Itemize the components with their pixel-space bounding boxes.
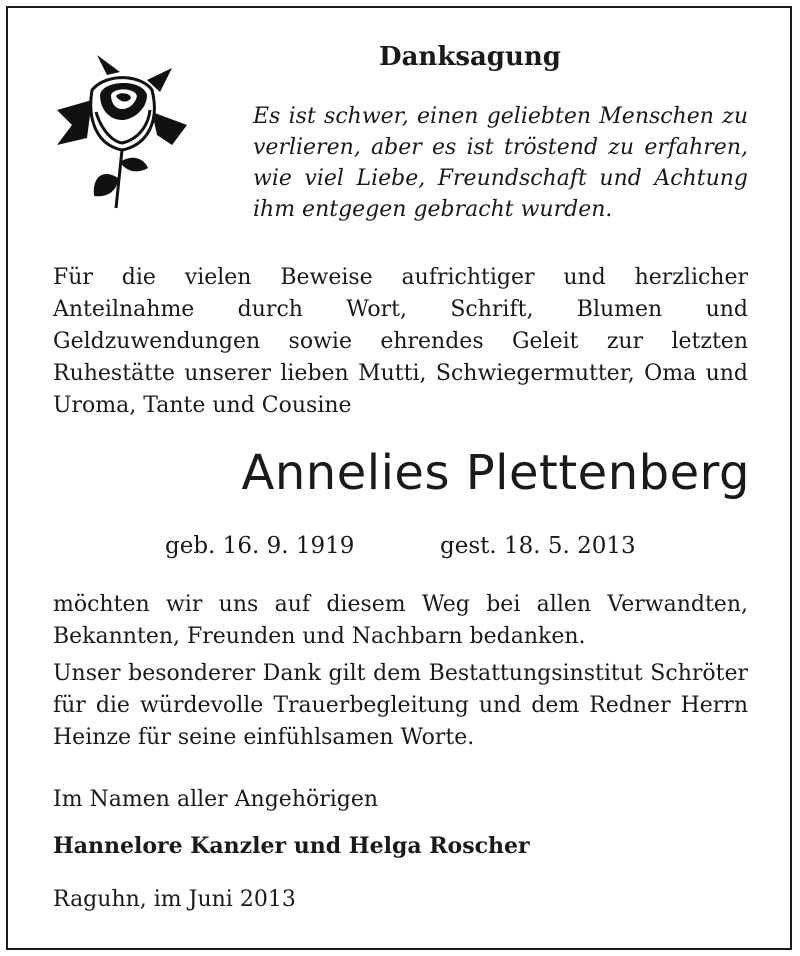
quote-text: Es ist schwer, einen geliebten Menschen zu verlieren, aber es ist tröstend zu erfahren, wie viel Liebe, Freundschaft und Achtung ihm entgegen gebracht wurden. — [253, 104, 748, 222]
notice-title: Danksagung — [379, 42, 561, 72]
rose-icon — [52, 50, 192, 210]
intro-paragraph: Für die vielen Beweise aufrichtiger und herzlicher Anteilnahme durch Wort, Schrift, Blumen und Geldzuwendungen sowie ehrendes Geleit zur letzten Ruhestätte unserer lieben Mutti, Schwiegermutter, Oma und Uroma, Tante und Cousine — [53, 265, 748, 418]
place-date: Raguhn, im Juni 2013 — [53, 887, 296, 912]
deceased-name: Annelies Plettenberg — [241, 445, 750, 501]
special-thanks-paragraph: Unser besonderer Dank gilt dem Bestattungsinstitut Schröter für die würdevolle Trauerbegleitung und dem Redner Herrn Heinze für seine einfühlsamen Worte. — [53, 661, 748, 750]
thanks-paragraph: möchten wir uns auf diesem Weg bei allen Verwandten, Bekannten, Freunden und Nachbarn bedanken. — [53, 592, 748, 649]
signers-names: Hannelore Kanzler und Helga Roscher — [53, 833, 530, 859]
death-date: gest. 18. 5. 2013 — [440, 533, 636, 559]
signoff-text: Im Namen aller Angehörigen — [53, 787, 379, 812]
birth-date: geb. 16. 9. 1919 — [165, 533, 355, 559]
